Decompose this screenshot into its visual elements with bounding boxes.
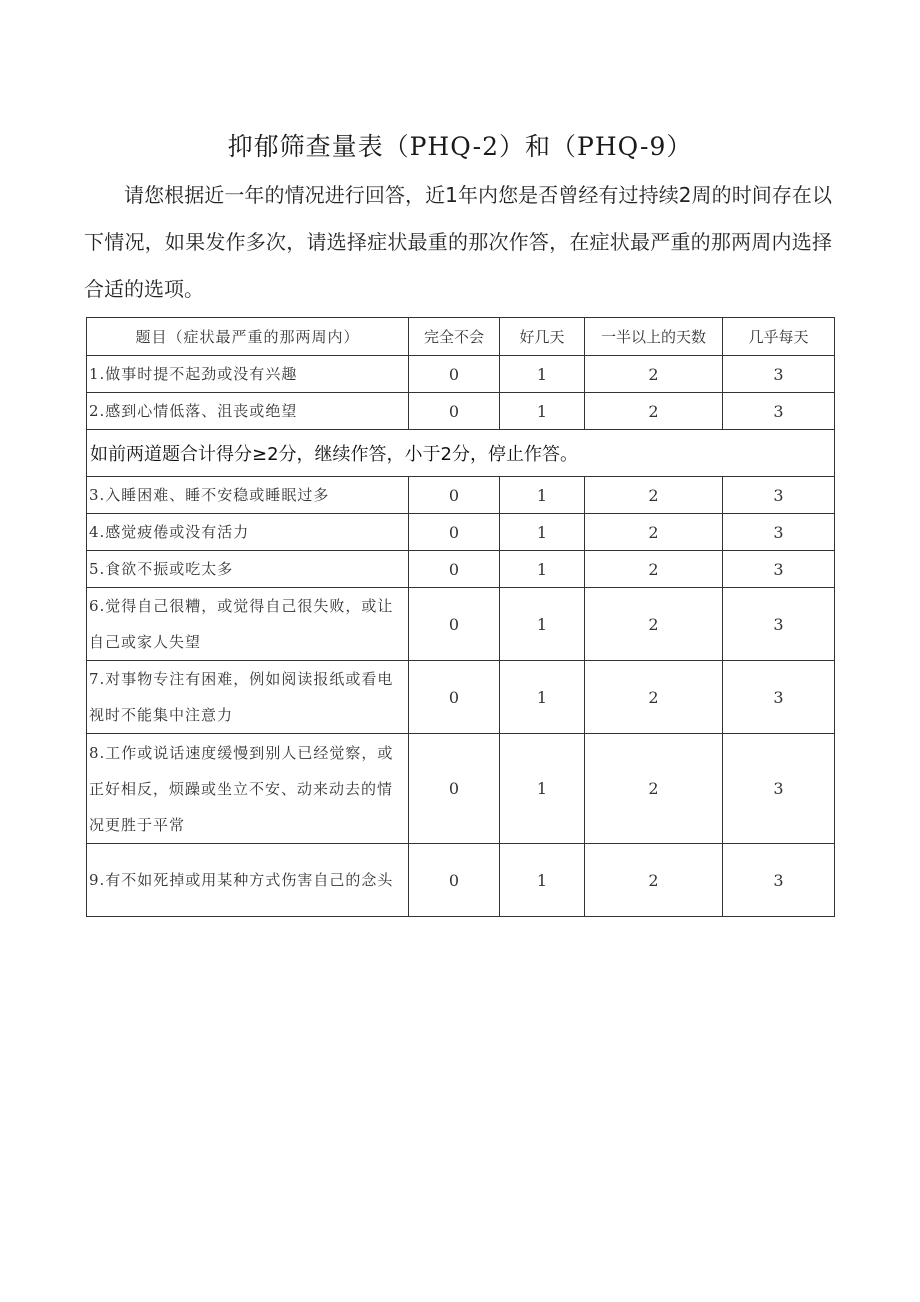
score-option-0[interactable]: 0 xyxy=(409,588,500,661)
table-row xyxy=(87,356,835,393)
score-option-1[interactable]: 1 xyxy=(500,844,585,917)
score-option-2[interactable]: 2 xyxy=(585,661,723,734)
score-option-2[interactable]: 2 xyxy=(585,477,723,514)
score-option-3[interactable]: 3 xyxy=(723,588,835,661)
question-text: 8.工作或说话速度缓慢到别人已经觉察，或正好相反，烦躁或坐立不安、动来动去的情况更胜于平常 xyxy=(87,734,409,844)
score-option-3[interactable]: 3 xyxy=(723,393,835,430)
header-question: 题目（症状最严重的那两周内） xyxy=(87,318,409,356)
table-row xyxy=(87,588,835,661)
score-option-1[interactable]: 1 xyxy=(500,588,585,661)
questionnaire-table xyxy=(86,317,835,917)
score-option-2[interactable]: 2 xyxy=(585,356,723,393)
table-row xyxy=(87,734,835,844)
table-row xyxy=(87,514,835,551)
score-option-3[interactable]: 3 xyxy=(723,551,835,588)
instructions-paragraph: 请您根据近一年的情况进行回答，近1年内您是否曾经有过持续2周的时间存在以下情况，如果发作多次，请选择症状最重的那次作答，在症状最严重的那两周内选择合适的选项。 xyxy=(84,183,832,301)
score-option-1[interactable]: 1 xyxy=(500,356,585,393)
continuation-note-row xyxy=(87,430,835,477)
score-option-3[interactable]: 3 xyxy=(723,356,835,393)
score-option-1[interactable]: 1 xyxy=(500,734,585,844)
question-text: 5.食欲不振或吃太多 xyxy=(87,551,409,588)
table-header-row xyxy=(87,318,835,356)
question-text: 7.对事物专注有困难，例如阅读报纸或看电视时不能集中注意力 xyxy=(87,661,409,734)
table-row xyxy=(87,551,835,588)
score-option-3[interactable]: 3 xyxy=(723,514,835,551)
table-row xyxy=(87,661,835,734)
score-option-0[interactable]: 0 xyxy=(409,477,500,514)
score-option-1[interactable]: 1 xyxy=(500,661,585,734)
question-text: 1.做事时提不起劲或没有兴趣 xyxy=(87,356,409,393)
score-option-2[interactable]: 2 xyxy=(585,393,723,430)
continuation-note: 如前两道题合计得分≥2分，继续作答，小于2分，停止作答。 xyxy=(87,430,835,477)
score-option-0[interactable]: 0 xyxy=(409,514,500,551)
score-option-0[interactable]: 0 xyxy=(409,356,500,393)
header-nearly-every-day: 几乎每天 xyxy=(723,318,835,356)
header-several-days: 好几天 xyxy=(500,318,585,356)
score-option-3[interactable]: 3 xyxy=(723,734,835,844)
score-option-1[interactable]: 1 xyxy=(500,477,585,514)
score-option-1[interactable]: 1 xyxy=(500,514,585,551)
score-option-2[interactable]: 2 xyxy=(585,551,723,588)
score-option-2[interactable]: 2 xyxy=(585,844,723,917)
score-option-2[interactable]: 2 xyxy=(585,734,723,844)
question-text: 6.觉得自己很糟，或觉得自己很失败，或让自己或家人失望 xyxy=(87,588,409,661)
score-option-2[interactable]: 2 xyxy=(585,514,723,551)
question-text: 2.感到心情低落、沮丧或绝望 xyxy=(87,393,409,430)
table-row xyxy=(87,477,835,514)
table-row xyxy=(87,393,835,430)
score-option-0[interactable]: 0 xyxy=(409,393,500,430)
score-option-2[interactable]: 2 xyxy=(585,588,723,661)
question-text: 4.感觉疲倦或没有活力 xyxy=(87,514,409,551)
score-option-1[interactable]: 1 xyxy=(500,393,585,430)
score-option-3[interactable]: 3 xyxy=(723,661,835,734)
question-text: 9.有不如死掉或用某种方式伤害自己的念头 xyxy=(87,844,409,917)
score-option-0[interactable]: 0 xyxy=(409,661,500,734)
score-option-1[interactable]: 1 xyxy=(500,551,585,588)
score-option-0[interactable]: 0 xyxy=(409,551,500,588)
table-row xyxy=(87,844,835,917)
score-option-3[interactable]: 3 xyxy=(723,844,835,917)
score-option-3[interactable]: 3 xyxy=(723,477,835,514)
score-option-0[interactable]: 0 xyxy=(409,734,500,844)
page-title: 抑郁筛查量表（PHQ-2）和（PHQ-9） xyxy=(227,132,693,161)
score-option-0[interactable]: 0 xyxy=(409,844,500,917)
header-not-at-all: 完全不会 xyxy=(409,318,500,356)
question-text: 3.入睡困难、睡不安稳或睡眠过多 xyxy=(87,477,409,514)
header-more-than-half: 一半以上的天数 xyxy=(585,318,723,356)
